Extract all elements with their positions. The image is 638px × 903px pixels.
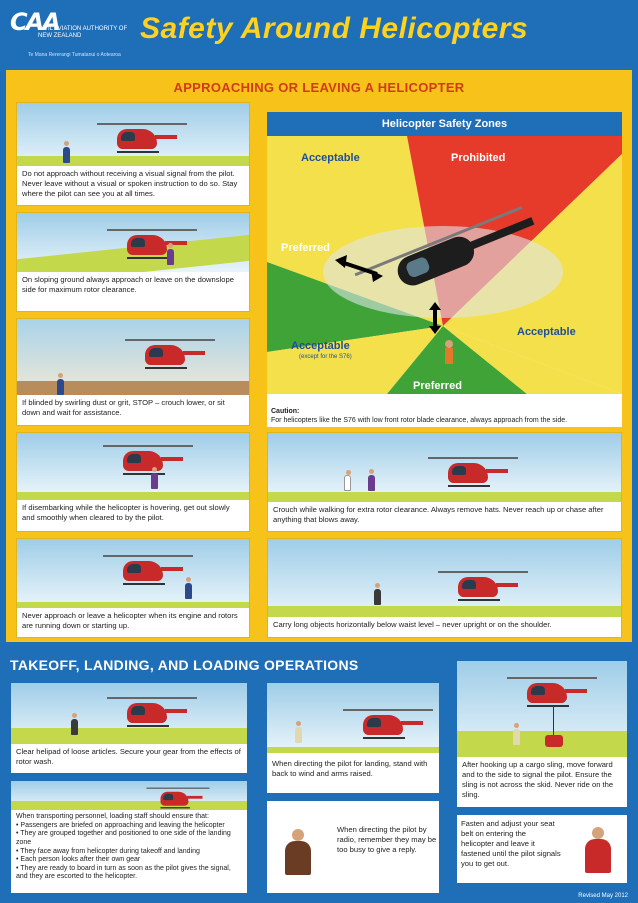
helicopter-safety-zones bbox=[267, 112, 622, 427]
panel-text: Never approach or leave a helicopter when its engine and rotors are running down or starting up. bbox=[17, 608, 249, 637]
boarding-list bbox=[11, 810, 247, 893]
panel-text: On sloping ground always approach or leave on the downslope side for maximum rotor clearance. bbox=[17, 272, 249, 311]
person-illustration bbox=[185, 583, 192, 599]
person-illustration bbox=[71, 719, 78, 735]
label-prohibited: Prohibited bbox=[451, 152, 506, 164]
label-acceptable-note: (except for the S76) bbox=[299, 354, 352, 360]
helicopter-illustration bbox=[117, 695, 187, 729]
caution-label: Caution: bbox=[271, 408, 300, 415]
seated-passenger-illustration bbox=[585, 839, 611, 873]
boarding-bullet: • They are ready to board in turn as soon as the pilot gives the signal, and they are escorted to the helicopter. bbox=[16, 864, 231, 881]
helicopter-illustration bbox=[517, 675, 587, 709]
section2-title: TAKEOFF, LANDING, AND LOADING OPERATIONS bbox=[10, 657, 359, 673]
panel-text: When directing the pilot for landing, stand with back to wind and arms raised. bbox=[267, 756, 439, 793]
boarding-bullet: • They are grouped together and positioned to one side of the landing zone bbox=[16, 830, 231, 846]
panel-text: When directing the pilot by radio, remember they may be too busy to give a reply. bbox=[337, 825, 437, 854]
person-illustration bbox=[368, 475, 375, 491]
boarding-bullet: • They face away from helicopter during takeoff and landing bbox=[16, 847, 200, 855]
panel-seat-belt bbox=[456, 814, 628, 884]
panel-disembarking bbox=[16, 432, 250, 532]
person-illustration bbox=[63, 147, 70, 163]
panel-text: If disembarking while the helicopter is hovering, get out slowly and smoothly when cleared to by the pilot. bbox=[17, 500, 249, 531]
label-acceptable-right: Acceptable bbox=[517, 326, 576, 338]
panel-visual-signal bbox=[16, 102, 250, 206]
boarding-intro: When transporting personnel, loading staff should ensure that: bbox=[16, 813, 209, 821]
label-acceptable-bottom: Acceptable bbox=[291, 340, 350, 352]
org-tagline: Te Mana Rererangi Tumatanui o Aotearoa bbox=[28, 52, 121, 58]
helicopter-illustration bbox=[448, 569, 518, 603]
page-title: Safety Around Helicopters bbox=[140, 12, 529, 45]
panel-text: Fasten and adjust your seat belt on entering the helicopter and leave it fastened until the pilot signals you to get out. bbox=[461, 819, 561, 868]
helicopter-illustration bbox=[107, 121, 177, 155]
section1-title: APPROACHING OR LEAVING A HELICOPTER bbox=[173, 80, 465, 95]
panel-dust-grit bbox=[16, 318, 250, 426]
helicopter-illustration bbox=[135, 337, 205, 371]
person-illustration bbox=[295, 727, 302, 743]
label-preferred-bottom: Preferred bbox=[413, 380, 462, 392]
person-illustration bbox=[513, 729, 520, 745]
caa-logo bbox=[10, 8, 130, 64]
radio-pilot-illustration bbox=[285, 841, 311, 875]
panel-clear-helipad bbox=[10, 682, 248, 774]
person-illustration bbox=[344, 475, 351, 491]
label-preferred-left: Preferred bbox=[281, 242, 330, 254]
panel-text: If blinded by swirling dust or grit, STOP – crouch lower, or sit down and wait for assistance. bbox=[17, 395, 249, 425]
panel-long-objects bbox=[267, 538, 622, 638]
org-name: CIVIL AVIATION AUTHORITY OF NEW ZEALAND bbox=[38, 26, 128, 39]
person-illustration bbox=[151, 473, 158, 489]
caution-text: For helicopters like the S76 with low front rotor blade clearance, always approach from the side. bbox=[271, 417, 568, 424]
person-illustration bbox=[374, 589, 381, 605]
revised-date: Revised May 2012 bbox=[578, 893, 628, 899]
label-acceptable-top: Acceptable bbox=[301, 152, 360, 164]
panel-crouch-walking bbox=[267, 432, 622, 532]
boarding-bullet: • Each person looks after their own gear bbox=[16, 856, 141, 864]
helicopter-illustration bbox=[113, 443, 183, 477]
panel-radio bbox=[266, 800, 440, 894]
person-illustration bbox=[445, 340, 453, 364]
panel-directing-landing bbox=[266, 682, 440, 794]
panel-running-down bbox=[16, 538, 250, 638]
panel-text: Crouch while walking for extra rotor clearance. Always remove hats. Never reach up or chase after anything that blows away. bbox=[268, 502, 621, 531]
panel-text: Do not approach without receiving a visual signal from the pilot. Never leave without a visual or spoken instruction to do so. Stay where the pilot can see you at all times. bbox=[17, 166, 249, 205]
panel-transporting-personnel bbox=[10, 780, 248, 894]
person-illustration bbox=[57, 379, 64, 395]
zones-title: Helicopter Safety Zones bbox=[267, 112, 622, 136]
helicopter-illustration bbox=[438, 455, 508, 489]
boarding-bullet: • Passengers are briefed on approaching and leaving the helicopter bbox=[16, 821, 225, 829]
helicopter-illustration bbox=[113, 553, 183, 587]
person-illustration bbox=[167, 249, 174, 265]
helicopter-illustration bbox=[353, 707, 423, 741]
logo-mark: CAA bbox=[10, 8, 59, 36]
panel-text: After hooking up a cargo sling, move forward and to the side to signal the pilot. Ensure the sling is not across the skid. Never ride on the sling. bbox=[457, 757, 627, 807]
helicopter-illustration bbox=[117, 227, 187, 261]
zones-caption bbox=[271, 407, 621, 425]
panel-text: Clear helipad of loose articles. Secure your gear from the effects of rotor wash. bbox=[11, 744, 247, 773]
panel-text: Carry long objects horizontally below waist level – never upright or on the shoulder. bbox=[268, 617, 621, 637]
panel-sloping-ground bbox=[16, 212, 250, 312]
helicopter-illustration bbox=[154, 786, 203, 810]
panel-cargo-sling bbox=[456, 660, 628, 808]
